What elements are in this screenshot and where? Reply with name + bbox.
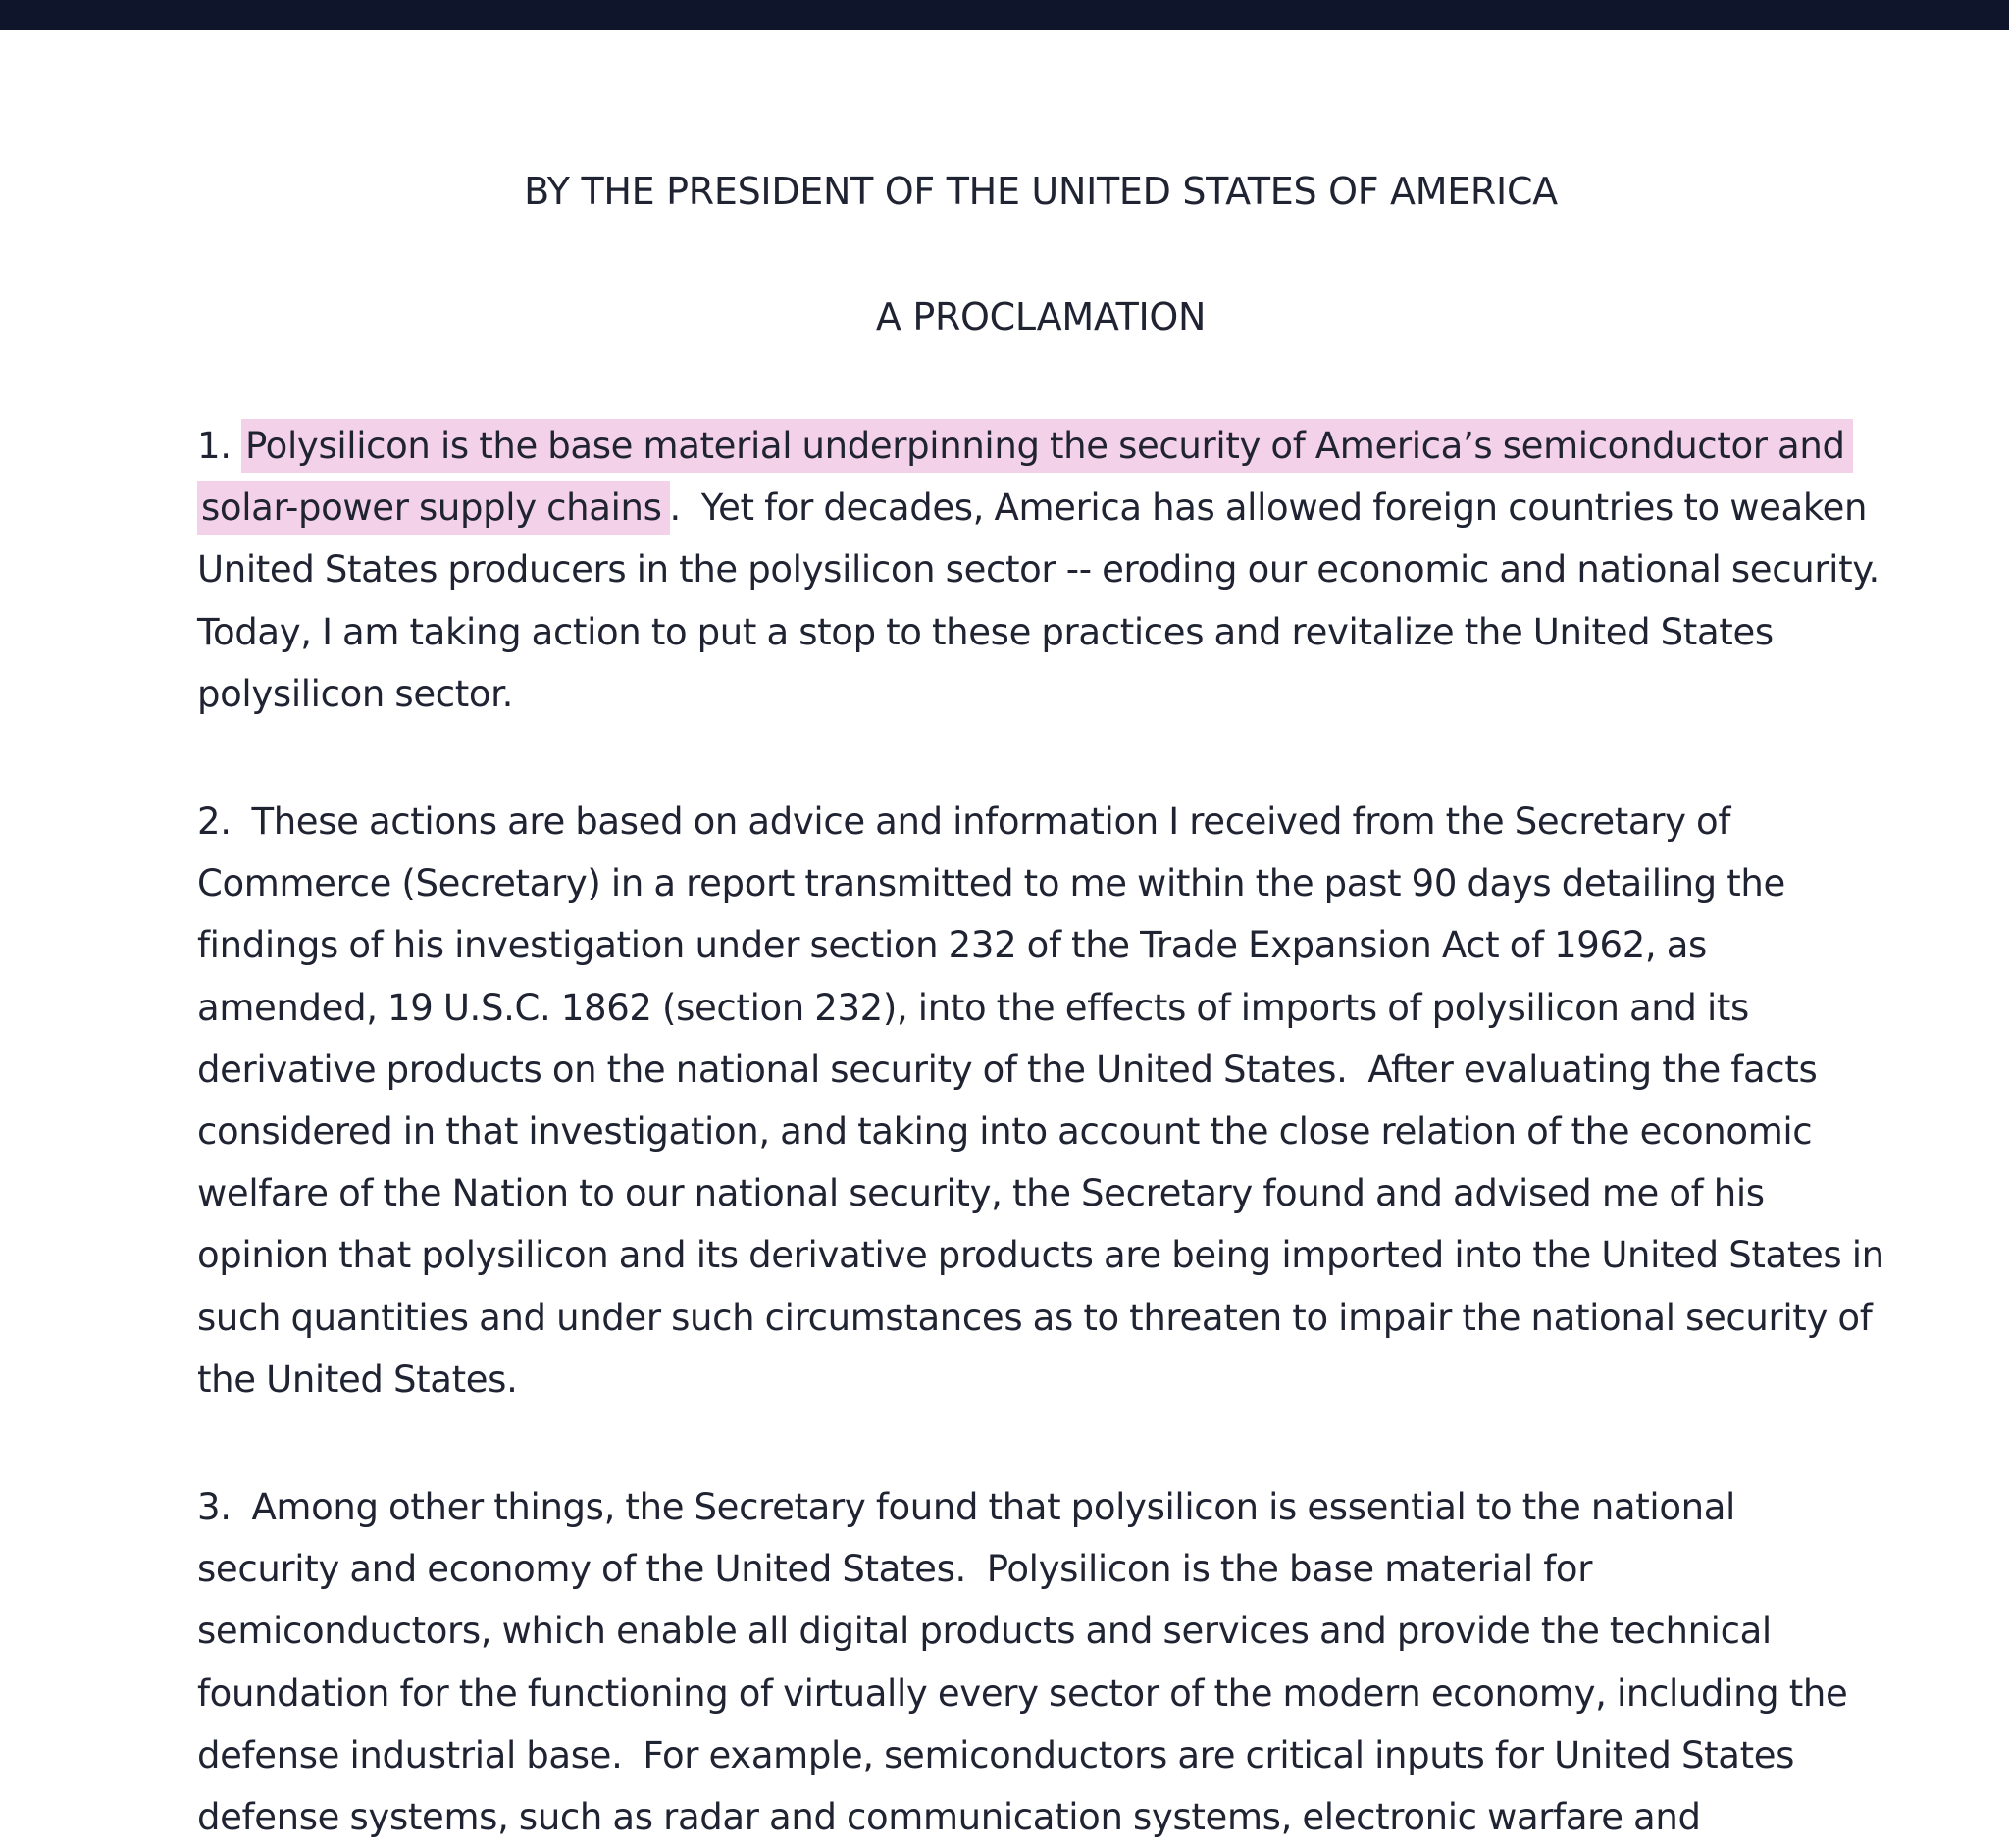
paragraph-number: 3. bbox=[197, 1486, 232, 1528]
highlighted-text[interactable]: Polysilicon is the base material underpinning the security of America’s semiconductor and solar-power supply chains bbox=[197, 419, 1853, 535]
top-bar bbox=[0, 0, 2009, 30]
document-heading: BY THE PRESIDENT OF THE UNITED STATES OF AMERICA bbox=[524, 170, 1558, 213]
document-subheading: A PROCLAMATION bbox=[875, 295, 1207, 338]
paragraph-text: These actions are based on advice and information I received from the Secretary of Commerce (Secretary) in a report transmitted to me within the past 90 days detailing the findings of his investigation under section 232 of the Trade Expansion Act of 1962, as amended, 19 U.S.C. 1862 (section 232), into the effects of imports of polysilicon and its derivative products on the national security of the United States. After evaluating the facts considered in that investigation, and taking into account the close relation of the economic welfare of the Nation to our national security, the Secretary found and advised me of his opinion that polysilicon and its derivative products are being imported into the United States in such quantities and under such circumstances as to threaten to impair the national security of the United States. bbox=[197, 800, 1895, 1401]
paragraph-1 bbox=[197, 415, 1900, 725]
paragraph-number: 2. bbox=[197, 800, 232, 843]
paragraph-text: Among other things, the Secretary found that polysilicon is essential to the national security and economy of the United States. Polysilicon is the base material for semiconductors, which enable all digital products and services and provide the technical foundation for the functioning of virtually every sector of the modern economy, including the defense industrial base. For example, semiconductors are critical inputs for United States defense systems, such as radar and communication systems, electronic warfare and bbox=[197, 1486, 1858, 1839]
paragraph-text: . Yet for decades, America has allowed foreign countries to weaken United States producers in the polysilicon sector -- eroding our economic and national security. Today, I am taking action to put a stop to these practices and revitalize the United States polysilicon sector. bbox=[197, 487, 1900, 715]
paragraph-number: 1. bbox=[197, 425, 232, 467]
paragraph-3 bbox=[197, 1476, 1884, 1848]
paragraph-2 bbox=[197, 791, 1895, 1411]
